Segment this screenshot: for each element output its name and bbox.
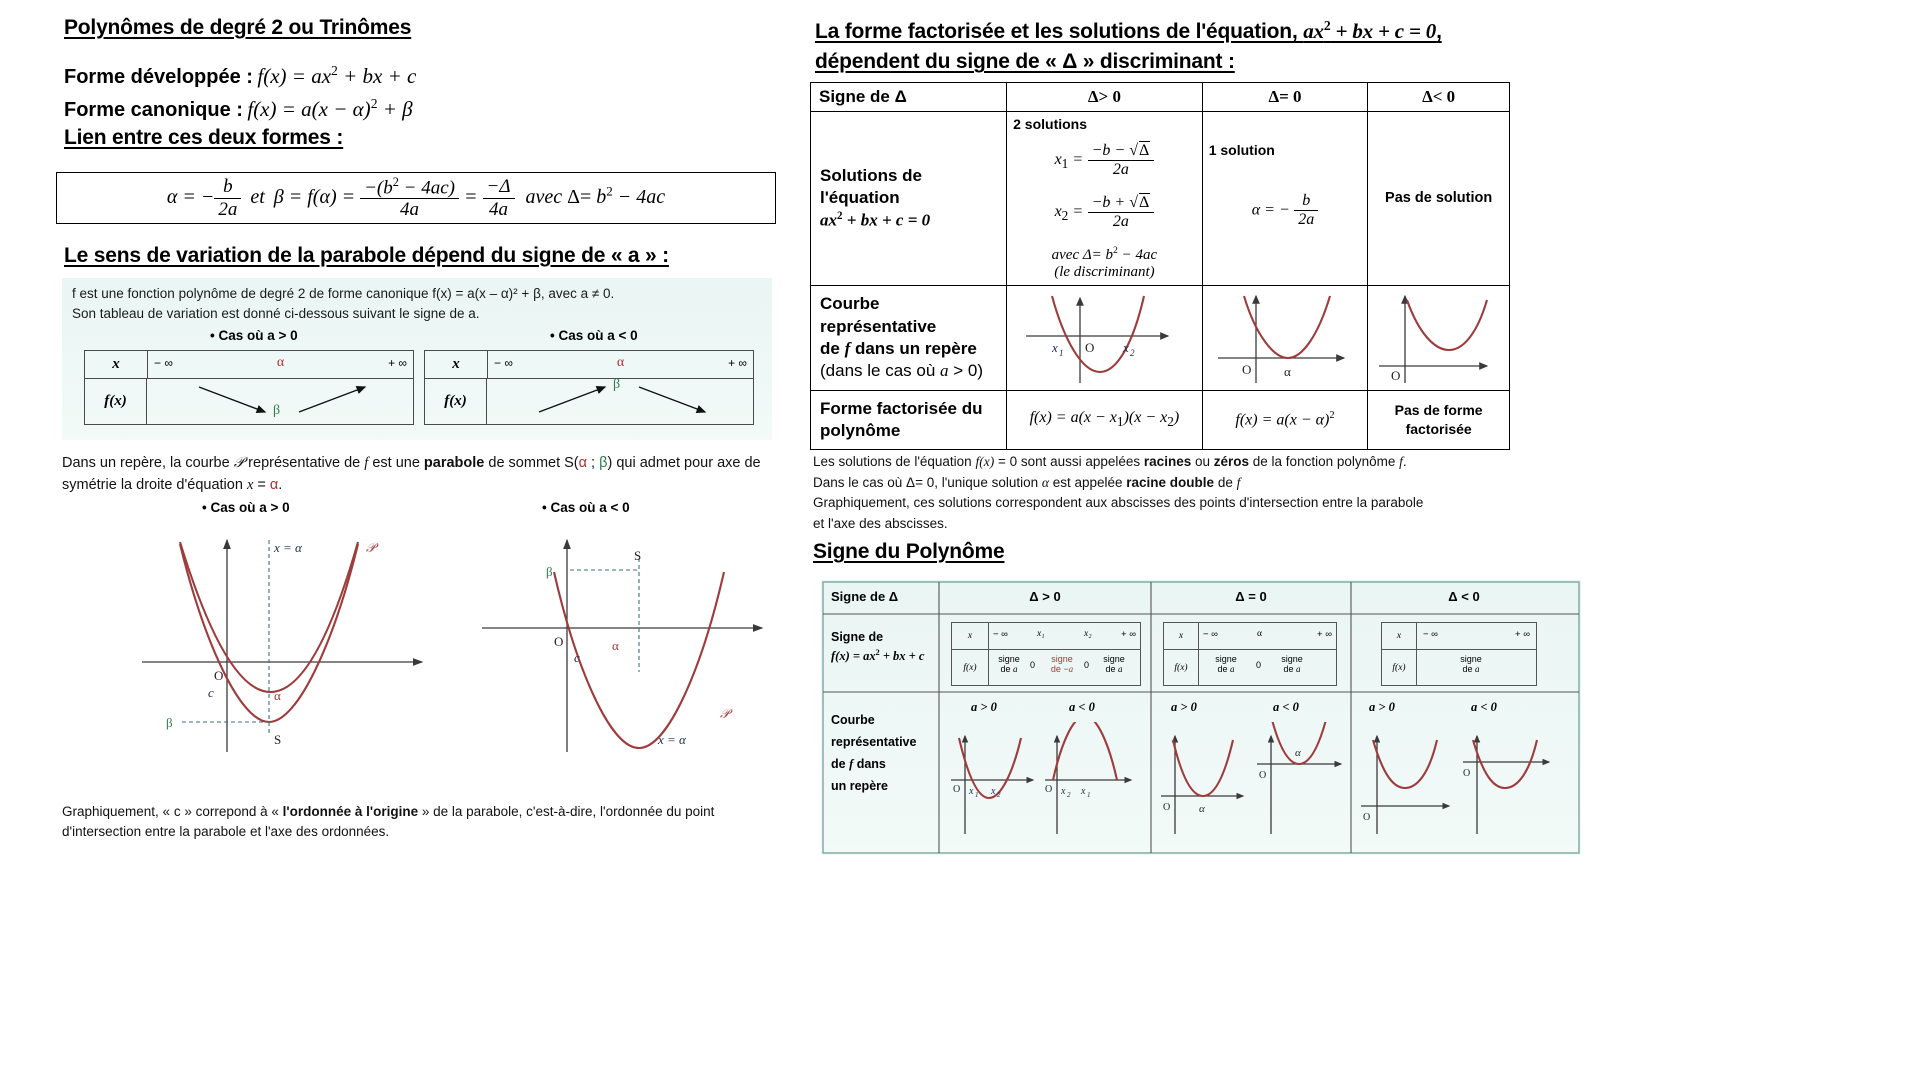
note-line1: Les solutions de l'équation f(x) = 0 sont aussi appelées racines ou zéros de la fonction polynôme f. bbox=[813, 454, 1407, 469]
sens-variation-heading: Le sens de variation de la parabole dépend du signe de « a » : bbox=[64, 244, 669, 267]
var-neg-x-label: x bbox=[425, 351, 488, 378]
graph-zero-alpha: α bbox=[1283, 363, 1291, 379]
signe-row2-label-l3: de f dans bbox=[831, 756, 886, 771]
signe-header-label: Signe de Δ bbox=[831, 589, 899, 604]
signe-pos-seg2: signe de −a bbox=[1050, 654, 1074, 675]
graph-neg-origin: O bbox=[554, 634, 564, 649]
var-pos-plus-inf: + ∞ bbox=[388, 356, 407, 370]
graph-case-negative-label: • Cas où a < 0 bbox=[542, 500, 630, 515]
graph-pos-origin: O bbox=[214, 668, 224, 683]
case-negative-label: • Cas où a < 0 bbox=[550, 328, 638, 343]
form-canonique-row bbox=[64, 93, 416, 126]
signe-pos-seg3: signe de a bbox=[1103, 654, 1125, 675]
graph-x1-label: x bbox=[1052, 339, 1058, 355]
note-line3: Graphiquement, ces solutions correspondent aux abscisses des points d'intersection entre la parabole bbox=[813, 495, 1424, 511]
var-pos-beta: β bbox=[273, 403, 281, 418]
form-canonique-formula: $f(x) = a(x - \alpha)^2 + \beta$ bbox=[247, 96, 413, 121]
x2-formula: $x_2$ = $\frac{-b + √\Delta}{2a}$ bbox=[1013, 193, 1196, 231]
svg-text:O: O bbox=[1259, 770, 1267, 781]
page-title-part1: Polynômes de degré 2 bbox=[64, 16, 283, 39]
note-zeros: zéros bbox=[1213, 454, 1250, 469]
lien-heading: Lien entre ces deux formes : bbox=[64, 126, 344, 149]
signe-pos-x1: x₁ bbox=[1037, 629, 1045, 639]
signe-neg-case-aneg: a < 0 bbox=[1471, 700, 1497, 714]
graph-neg-c-label: c bbox=[574, 650, 580, 665]
signe-pos-fx: f(x) bbox=[952, 650, 989, 685]
variation-intro-line1: f est une fonction polynôme de degré 2 de forme canonique f(x) = a(x – α)² + β, avec a ≠ 0. bbox=[72, 286, 615, 301]
graph-origin-label: O bbox=[1085, 339, 1095, 355]
forme-delta-zero: $f(x) = a(x - \alpha)^2$ bbox=[1202, 390, 1368, 449]
case-positive-label: • Cas où a > 0 bbox=[210, 328, 298, 343]
signe-pos-case-aneg: a < 0 bbox=[1069, 700, 1095, 714]
signe-header-delta-zero: Δ = 0 bbox=[1235, 589, 1267, 604]
row-label-solutions-l1: Solutions de l'équation bbox=[820, 165, 922, 207]
header-signe-delta: Signe de Δ bbox=[811, 83, 1007, 112]
header-delta-neg: Δ< 0 bbox=[1368, 83, 1510, 112]
page-title bbox=[64, 16, 411, 40]
signe-pos-minf: − ∞ bbox=[993, 629, 1008, 640]
after-table-notes bbox=[813, 452, 1573, 534]
row-label-forme bbox=[811, 390, 1007, 449]
form-developpee-formula: $f(x) = ax^2$ + bx + c bbox=[257, 63, 417, 88]
right-title-line2: dépendent du signe de « Δ » discriminant : bbox=[815, 50, 1235, 74]
svg-text:O: O bbox=[1463, 768, 1471, 779]
graph-double-root bbox=[1204, 288, 1354, 388]
svg-text:1: 1 bbox=[975, 791, 979, 799]
signe-zero-seg1: signe de a bbox=[1215, 654, 1237, 675]
signe-row2-label-l2: représentative bbox=[831, 734, 917, 749]
row-label-solutions bbox=[811, 112, 1007, 286]
graph-case-positive-label: • Cas où a > 0 bbox=[202, 500, 290, 515]
page-title-mid: ou bbox=[282, 16, 320, 39]
variation-table-positive bbox=[84, 350, 414, 425]
signe-zero-case-apos: a > 0 bbox=[1171, 700, 1197, 714]
var-pos-alpha: α bbox=[276, 355, 285, 370]
var-neg-alpha: α bbox=[616, 355, 625, 370]
graph-neg-axis-eq: x = α bbox=[658, 732, 686, 747]
signe-row1-label-l1: Signe de bbox=[831, 630, 884, 644]
parabole-bold: parabole bbox=[423, 455, 485, 471]
signe-zero-pinf: + ∞ bbox=[1317, 629, 1332, 640]
parabola-graphs-block bbox=[62, 500, 778, 790]
signe-polynome-block bbox=[821, 580, 1581, 855]
signe-zero-alpha: α bbox=[1257, 629, 1262, 639]
svg-text:O: O bbox=[1363, 812, 1371, 823]
discriminant-note-1: avec $\Delta= b^2 - 4ac$ bbox=[1051, 244, 1158, 263]
x1-formula: $x_1$ = $\frac{-b - √\Delta}{2a}$ bbox=[1013, 141, 1196, 179]
svg-text:x: x bbox=[1061, 786, 1066, 797]
signe-graphs-delta-neg bbox=[1357, 722, 1557, 852]
table-row-forme-factorisee bbox=[811, 390, 1510, 449]
svg-text:2: 2 bbox=[997, 791, 1001, 799]
signe-pos-zero1: 0 bbox=[1030, 660, 1036, 670]
svg-text:x: x bbox=[1081, 786, 1086, 797]
cell-solutions-delta-neg: Pas de solution bbox=[1368, 112, 1510, 286]
signe-pos-seg1: signe de a bbox=[998, 654, 1020, 675]
forme-delta-neg bbox=[1368, 390, 1510, 449]
parabola-graph-negative bbox=[462, 522, 802, 772]
note-racine-double: racine double bbox=[1126, 474, 1215, 490]
svg-text:1: 1 bbox=[1059, 347, 1064, 358]
signe-zero-zero: 0 bbox=[1256, 660, 1262, 670]
signe-neg-minf: − ∞ bbox=[1423, 629, 1438, 640]
variation-table-negative bbox=[424, 350, 754, 425]
row-label-courbe bbox=[811, 285, 1007, 390]
cell-graph-delta-zero bbox=[1202, 285, 1368, 390]
signe-row1-label-l2: $f(x) = ax^2$ + bx + c bbox=[831, 647, 925, 663]
graph-neg-origin-label: O bbox=[1391, 367, 1401, 383]
signe-pos-x2: x₂ bbox=[1084, 629, 1092, 639]
signe-neg-fx: f(x) bbox=[1382, 650, 1417, 685]
note-racines: racines bbox=[1143, 454, 1192, 469]
graph-pos-summit: S bbox=[274, 732, 282, 747]
signe-pos-pinf: + ∞ bbox=[1121, 629, 1136, 640]
table-row-solutions bbox=[811, 112, 1510, 286]
signe-subtable-zero bbox=[1163, 622, 1337, 686]
graph-pos-beta: β bbox=[166, 715, 173, 730]
graph-no-root bbox=[1369, 288, 1497, 388]
variation-intro-line2: Son tableau de variation est donné ci-dessous suivant le signe de a. bbox=[72, 306, 480, 322]
formula-box-content: α = − $\frac{b}{2a}$ et β = f(α) = $\frac{-(b^2 - 4ac)}{4a}$ = $\frac{-\Delta}{4a}$ avec $\Delta= b^2 - 4ac$ bbox=[166, 174, 666, 221]
signe-neg-pinf: + ∞ bbox=[1515, 629, 1530, 640]
caption-ordonnee-origine: Graphiquement, « c » correpond à « l'ordonnée à l'origine » de la parabole, c'est-à-dire, l'ordonnée du point d'intersection entre la parabole et l'axe des ordonnées. bbox=[62, 804, 715, 840]
signe-zero-case-aneg: a < 0 bbox=[1273, 700, 1299, 714]
caption-bold: l'ordonnée à l'origine bbox=[282, 804, 419, 819]
var-pos-minus-inf: − ∞ bbox=[154, 356, 173, 370]
row-label-courbe-l2: de f dans un repère bbox=[820, 338, 977, 358]
solutions-count-zero: 1 solution bbox=[1208, 142, 1275, 158]
curve-symbol: 𝒫 bbox=[233, 455, 245, 471]
discriminant-table bbox=[810, 82, 1510, 450]
signe-polynome-heading: Signe du Polynôme bbox=[813, 540, 1005, 563]
signe-zero-minf: − ∞ bbox=[1203, 629, 1218, 640]
svg-text:1: 1 bbox=[1087, 791, 1091, 799]
graph-pos-alpha: α bbox=[274, 688, 281, 703]
solutions-count-pos: 2 solutions bbox=[1013, 116, 1088, 132]
right-title bbox=[815, 16, 1575, 78]
forms-section bbox=[64, 60, 416, 126]
signe-row2-label bbox=[831, 710, 916, 798]
graph-pos-curve-label: 𝒫 bbox=[366, 540, 376, 555]
signe-neg-x: x bbox=[1382, 623, 1417, 649]
row-label-courbe-l1: Courbe représentative bbox=[820, 294, 937, 336]
discriminant-note-2: (le discriminant) bbox=[1054, 263, 1155, 280]
cell-graph-delta-pos bbox=[1007, 285, 1203, 390]
graph-pos-c-label: c bbox=[208, 685, 214, 700]
cell-graph-delta-neg bbox=[1368, 285, 1510, 390]
signe-row2-label-l1: Courbe bbox=[831, 713, 875, 727]
signe-pos-zero2: 0 bbox=[1084, 660, 1090, 670]
cell-solutions-delta-pos bbox=[1007, 112, 1203, 286]
svg-text:α: α bbox=[1199, 803, 1205, 815]
signe-zero-seg2: signe de a bbox=[1281, 654, 1303, 675]
signe-row2-label-l4: un repère bbox=[831, 778, 888, 793]
forme-delta-neg-l2: factorisée bbox=[1405, 420, 1472, 437]
parabole-description: Dans un repère, la courbe 𝒫 représentative de f est une parabole de sommet S(α ; β) qui admet pour axe de symétrie la droite d'équation x = α. bbox=[62, 455, 761, 494]
right-column bbox=[805, 0, 1920, 1080]
signe-subtable-pos bbox=[951, 622, 1141, 686]
svg-text:α: α bbox=[1295, 747, 1301, 759]
signe-header-delta-pos: Δ > 0 bbox=[1029, 589, 1061, 604]
table-row-courbe bbox=[811, 285, 1510, 390]
graph-neg-curve-label: 𝒫 bbox=[720, 706, 730, 721]
graph-pos-axis-eq: x = α bbox=[274, 540, 302, 555]
svg-text:O: O bbox=[953, 784, 961, 795]
graph-zero-origin: O bbox=[1241, 361, 1252, 377]
right-title-line1: La forme factorisée et les solutions de l'équation, $ax^2$ + bx + c = 0, bbox=[815, 18, 1442, 43]
forme-delta-pos: $f(x) = a(x - x_1)(x - x_2)$ bbox=[1007, 390, 1203, 449]
var-pos-f-label: f(x) bbox=[85, 379, 147, 424]
page-title-part2: Trinômes bbox=[319, 16, 412, 39]
row-label-forme-l2: polynôme bbox=[820, 420, 901, 440]
graph-neg-alpha: α bbox=[612, 638, 619, 653]
graph-x2-label: x bbox=[1123, 339, 1129, 355]
var-neg-plus-inf: + ∞ bbox=[728, 356, 747, 370]
note-line2: Dans le cas où Δ= 0, l'unique solution α est appelée racine double de f bbox=[813, 474, 1241, 490]
graph-neg-summit: S bbox=[634, 548, 642, 563]
signe-row1-label bbox=[831, 628, 924, 666]
formula-box bbox=[56, 172, 776, 224]
signe-zero-x: x bbox=[1164, 623, 1199, 649]
form-canonique-label: Forme canonique : bbox=[64, 99, 243, 121]
svg-text:x: x bbox=[991, 786, 996, 797]
variation-intro-text bbox=[72, 284, 762, 325]
row-label-courbe-l3: (dans le cas où a > 0) bbox=[820, 360, 984, 380]
svg-text:2: 2 bbox=[1130, 347, 1135, 358]
form-developpee-label: Forme développée : bbox=[64, 66, 253, 88]
forme-delta-neg-l1: Pas de forme bbox=[1394, 401, 1483, 418]
var-neg-minus-inf: − ∞ bbox=[494, 356, 513, 370]
form-developpee-row bbox=[64, 60, 416, 93]
signe-neg-seg1: signe de a bbox=[1460, 654, 1482, 675]
signe-zero-fx: f(x) bbox=[1164, 650, 1199, 685]
signe-pos-x: x bbox=[952, 623, 989, 649]
svg-text:2: 2 bbox=[1067, 791, 1071, 799]
header-delta-zero: Δ= 0 bbox=[1202, 83, 1368, 112]
graph-neg-beta: β bbox=[546, 564, 553, 579]
signe-header-delta-neg: Δ < 0 bbox=[1448, 589, 1480, 604]
signe-graphs-delta-pos bbox=[945, 722, 1145, 852]
svg-text:O: O bbox=[1045, 784, 1053, 795]
parabola-graph-positive bbox=[122, 522, 462, 772]
signe-neg-case-apos: a > 0 bbox=[1369, 700, 1395, 714]
note-line4: et l'axe des abscisses. bbox=[813, 515, 948, 531]
svg-text:x: x bbox=[969, 786, 974, 797]
alpha-formula: α = − $\frac{b}{2a}$ bbox=[1209, 192, 1362, 229]
header-delta-pos: Δ> 0 bbox=[1007, 83, 1203, 112]
cell-solutions-delta-zero bbox=[1202, 112, 1368, 286]
var-pos-x-label: x bbox=[85, 351, 148, 378]
row-label-forme-l1: Forme factorisée du bbox=[820, 398, 983, 418]
var-neg-beta: β bbox=[613, 377, 621, 392]
signe-subtable-neg bbox=[1381, 622, 1537, 686]
signe-pos-case-apos: a > 0 bbox=[971, 700, 997, 714]
table-header-row bbox=[811, 83, 1510, 112]
svg-text:O: O bbox=[1163, 802, 1171, 813]
var-neg-f-label: f(x) bbox=[425, 379, 487, 424]
row-label-solutions-l2: $ax^2$ + bx + c = 0 bbox=[820, 210, 931, 230]
variation-block bbox=[62, 278, 772, 440]
left-column bbox=[0, 0, 800, 1080]
graph-two-roots bbox=[1008, 288, 1188, 388]
signe-graphs-delta-zero bbox=[1157, 722, 1347, 852]
